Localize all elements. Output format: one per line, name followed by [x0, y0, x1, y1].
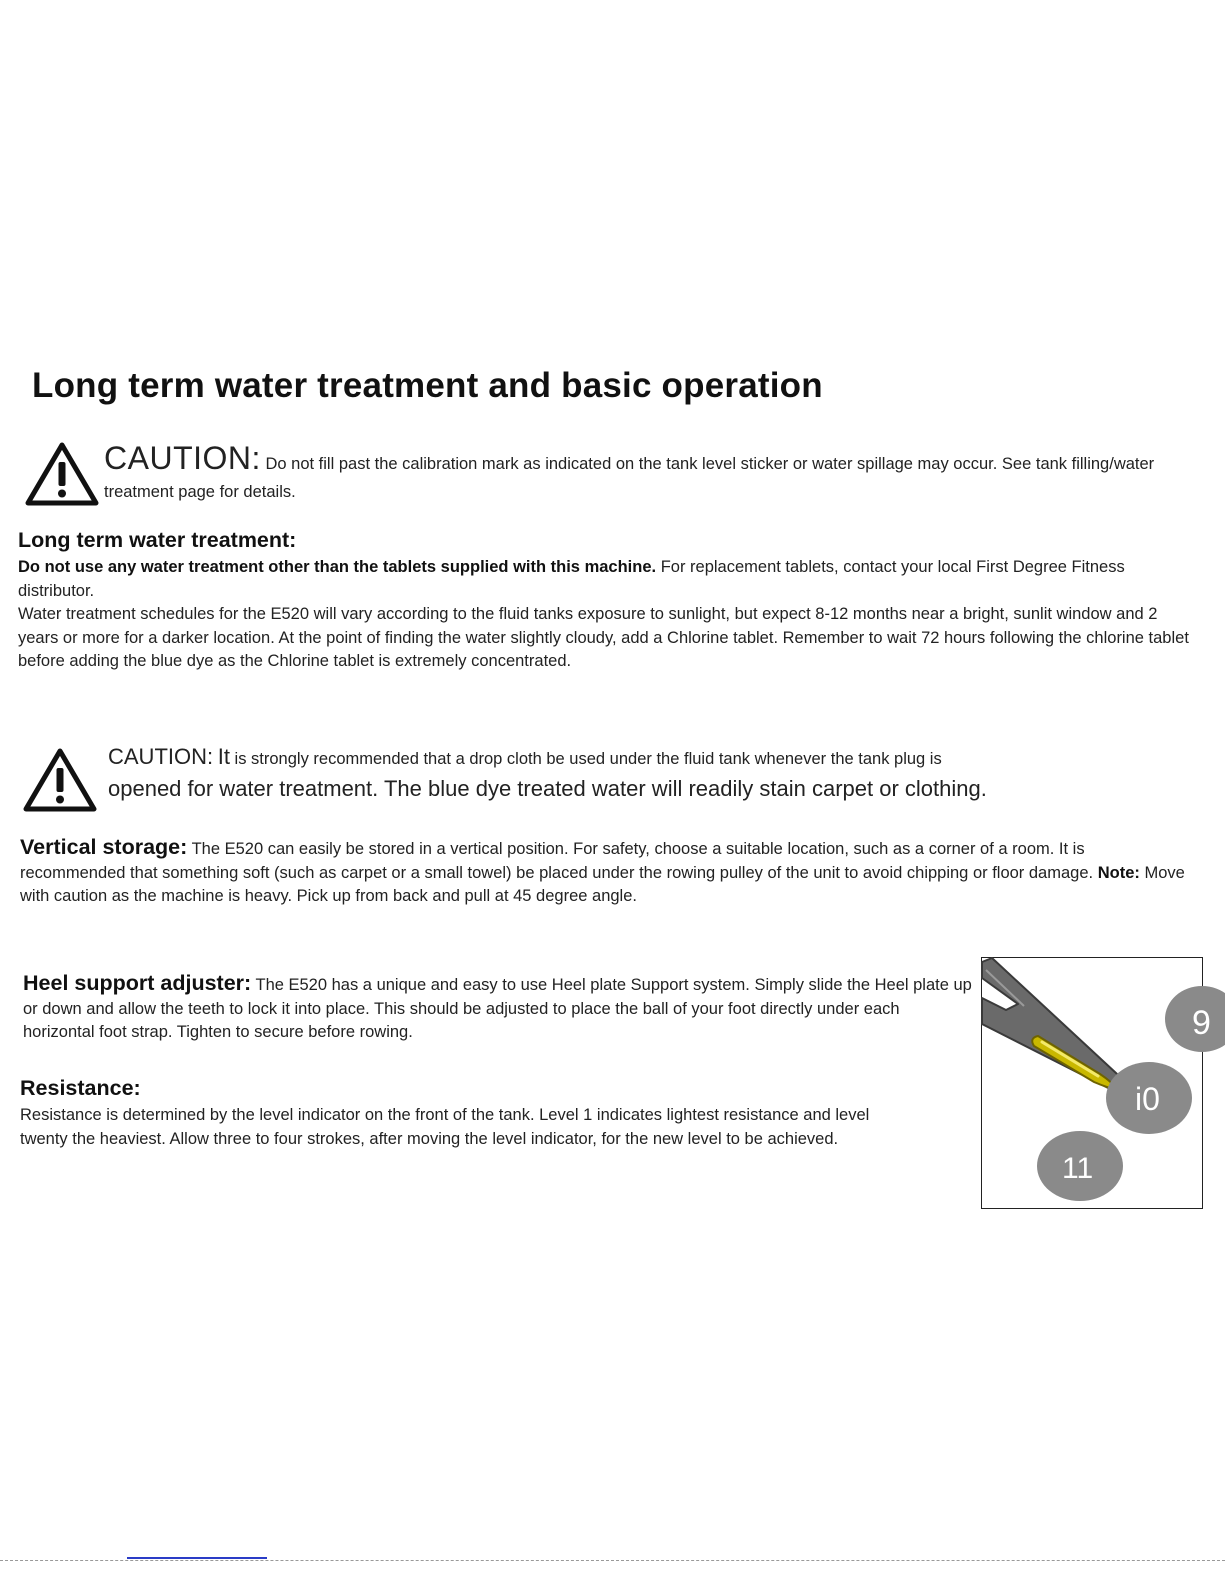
resistance-section: [20, 1076, 910, 1151]
caution-label: CAUTION:: [108, 744, 214, 769]
footer-link-underline: [127, 1557, 267, 1559]
long-term-schedule-text: Water treatment schedules for the E520 will vary according to the fluid tanks exposure to sunlight, but expect 8-12 months near a bright, sunlit window and 2 years or more for a darker location. At the point of finding the water slightly cloudy, add a Chlorine tablet. Remember to wait 72 hours following the chlorine tablet before adding the blue dye as the Chlorine tablet is extremely concentrated.: [18, 605, 1189, 670]
heel-support-heading: Heel support adjuster:: [23, 971, 252, 995]
caution-notice-drop-cloth: [108, 742, 1198, 806]
resistance-heading: Resistance:: [20, 1076, 141, 1100]
warning-triangle-icon: [24, 440, 100, 508]
level-label-10: i0: [1135, 1081, 1160, 1117]
caution-text-line-2: opened for water treatment. The blue dye treated water will readily stain carpet or clothing.: [108, 776, 987, 801]
vertical-storage-heading: Vertical storage:: [20, 835, 188, 859]
warning-triangle-icon: [22, 746, 98, 814]
level-label-9: 9: [1192, 1004, 1211, 1042]
long-term-heading: Long term water treatment:: [18, 528, 297, 552]
level-indicator-illustration: [982, 958, 1211, 1210]
level-indicator-figure: [981, 957, 1211, 1209]
level-label-11: 11: [1062, 1152, 1094, 1185]
long-term-section: [18, 528, 1198, 674]
pointer-arm: [982, 958, 1130, 1094]
caution-label: CAUTION:: [104, 440, 261, 476]
heel-support-section: [23, 972, 973, 1045]
vertical-storage-section: [20, 836, 1185, 909]
vertical-storage-note-text: Move with caution as the machine is heavy. Pick up from back and pull at 45 degree angle.: [20, 863, 1185, 905]
vertical-storage-text: The E520 can easily be stored in a vertical position. For safety, choose a suitable location, such as a corner of a room. It is recommended that something soft (such as carpet or a small towel) be placed under the rowing pulley of the unit to avoid chipping or floor damage.: [20, 840, 1094, 882]
page-title: Long term water treatment and basic operation: [32, 366, 823, 405]
caution-text: is strongly recommended that a drop cloth be used under the fluid tank whenever the tank plug is: [234, 750, 942, 768]
note-label: Note:: [1097, 863, 1140, 882]
long-term-lead-rest: For replacement tablets, contact your local First Degree Fitness distributor.: [18, 558, 1125, 600]
long-term-body: [18, 556, 1198, 674]
resistance-text: Resistance is determined by the level indicator on the front of the tank. Level 1 indicates lightest resistance and level twenty the heaviest. Allow three to four strokes, after moving the level indicator, for the new level to be achieved.: [20, 1106, 870, 1148]
footer-divider: [0, 1560, 1225, 1561]
long-term-warning: Do not use any water treatment other than the tablets supplied with this machine.: [18, 558, 657, 576]
heel-support-text: The E520 has a unique and easy to use Heel plate Support system. Simply slide the Heel plate up or down and allow the teeth to lock it into place. This should be adjusted to place the ball of your foot directly under each horizontal foot strap. Tighten to secure before rowing.: [23, 976, 972, 1041]
caution-first-word: It: [217, 744, 230, 769]
caution-notice-tank-fill: [104, 440, 1194, 506]
caution-text: Do not fill past the calibration mark as indicated on the tank level sticker or water spillage may occur. See tank filling/water treatment page for details.: [104, 455, 1155, 501]
